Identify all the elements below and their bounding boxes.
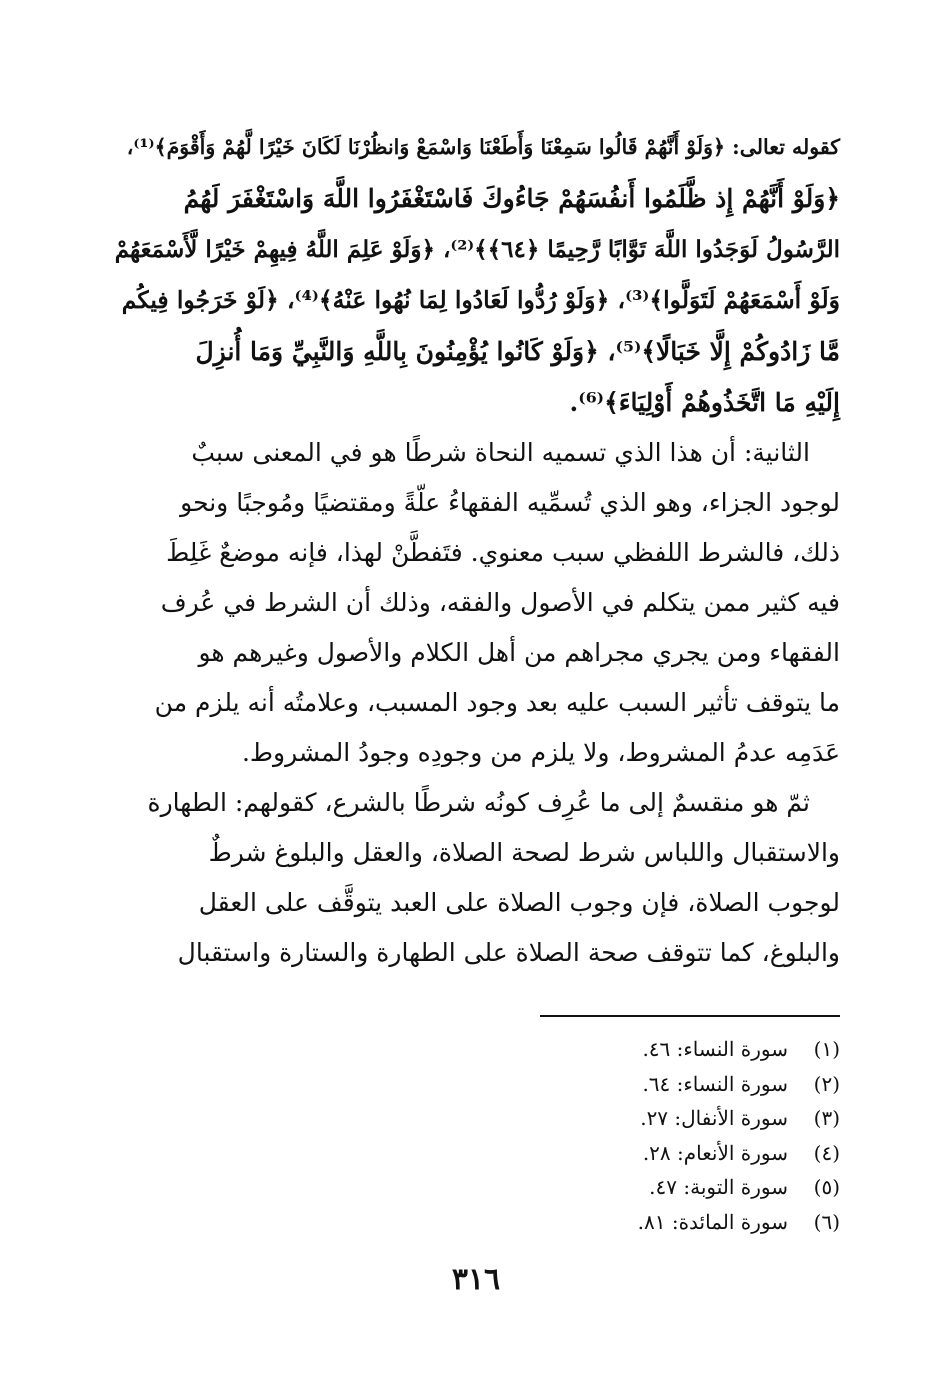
paragraph-conditions-division — [112, 778, 840, 978]
quran-line: الرَّسُولُ لَوَجَدُوا اللَّهَ تَوَّابًا رَّحِيمًا ﴿٦٤﴾﴾⁽²⁾، ﴿وَلَوْ عَلِمَ اللَّهُ فِيهِمْ خَيْرًا لَّأَسْمَعَهُمْ — [114, 236, 840, 263]
footnote-item — [440, 1032, 840, 1067]
footnote-divider — [540, 1015, 840, 1017]
footnote-item — [440, 1101, 840, 1136]
paragraph-line: الثانية: أن هذا الذي تسميه النحاة شرطًا هو في المعنى سببٌ — [191, 438, 810, 467]
footnote-item — [440, 1067, 840, 1102]
footnote-number: (٤) — [813, 1140, 840, 1165]
footnote-number: (١) — [813, 1037, 840, 1061]
quran-line: وَلَوْ أَسْمَعَهُمْ لَتَوَلَّوا﴾⁽³⁾، ﴿وَلَوْ رُدُّوا لَعَادُوا لِمَا نُهُوا عَنْهُ﴾⁽⁴⁾، ﴿لَوْ خَرَجُوا فِيكُم — [121, 286, 840, 314]
footnote-number: (٢) — [813, 1071, 840, 1096]
footnote-text: سورة المائدة: ٨١. — [637, 1209, 788, 1234]
paragraph-line: عَدَمِه عدمُ المشروط، ولا يلزم من وجودِه وجودُ المشروط. — [241, 738, 840, 767]
paragraph-line: الفقهاء ومن يجري مجراهم من أهل الكلام والأصول وغيرهم هو — [198, 638, 840, 667]
footnote-text: سورة التوبة: ٤٧. — [649, 1175, 788, 1199]
footnote-text: سورة النساء: ٤٦. — [642, 1037, 788, 1061]
quran-line: إِلَيْهِ مَا اتَّخَذُوهُمْ أَوْلِيَاءَ﴾⁽⁶⁾. — [569, 388, 840, 417]
footnote-item — [440, 1170, 840, 1205]
paragraph-line: لوجوب الصلاة، فإن وجوب الصلاة على العبد يتوقَّف على العقل — [198, 888, 840, 917]
quran-verses-block — [112, 122, 840, 428]
footnote-item — [440, 1136, 840, 1171]
footnote-item — [440, 1205, 840, 1240]
footnote-number: (٣) — [813, 1106, 840, 1130]
footnote-text: سورة الأنفال: ٢٧. — [640, 1106, 788, 1130]
quran-line: مَّا زَادُوكُمْ إِلَّا خَبَالًا﴾⁽⁵⁾، ﴿وَلَوْ كَانُوا يُؤْمِنُونَ بِاللَّهِ وَالنَّبِيِّ وَمَا أُنزِلَ — [195, 337, 840, 366]
paragraph-line: والبلوغ، كما تتوقف صحة الصلاة على الطهارة والستارة واستقبال — [177, 938, 840, 967]
paragraph-line: فيه كثير ممن يتكلم في الأصول والفقه، وذلك أن الشرط في عُرف — [160, 588, 840, 617]
footnote-number: (٦) — [813, 1209, 840, 1234]
footnote-number: (٥) — [813, 1175, 840, 1199]
page-number: ٣١٦ — [451, 1262, 501, 1297]
paragraph-line: لوجود الجزاء، وهو الذي تُسمِّيه الفقهاءُ علّةً ومقتضيًا ومُوجبًا ونحو — [180, 488, 840, 517]
paragraph-line: ذلك، فالشرط اللفظي سبب معنوي. فتَفطَّنْ لهذا، فإنه موضعٌ غَلِطَ — [166, 538, 840, 567]
footnote-text: سورة النساء: ٦٤. — [642, 1071, 788, 1096]
paragraph-line: ثمّ هو منقسمٌ إلى ما عُرِف كونُه شرطًا بالشرع، كقولهم: الطهارة — [147, 788, 810, 817]
paragraph-line: والاستقبال واللباس شرط لصحة الصلاة، والعقل والبلوغ شرطٌ — [208, 838, 840, 867]
quran-line: كقوله تعالى: ﴿وَلَوْ أَنَّهُمْ قَالُوا سَمِعْنَا وَأَطَعْنَا وَاسْمَعْ وَانظُرْنَا لَكَانَ خَيْرًا لَّهُمْ وَأَقْوَمَ﴾⁽¹⁾، — [126, 135, 840, 159]
footnote-text: سورة الأنعام: ٢٨. — [642, 1140, 788, 1165]
footnotes-list — [440, 1032, 840, 1239]
paragraph-second-point — [112, 428, 840, 778]
paragraph-line: ما يتوقف تأثير السبب عليه بعد وجود المسبب، وعلامتُه أنه يلزم من — [154, 688, 840, 717]
quran-line: ﴿وَلَوْ أَنَّهُمْ إِذ ظَّلَمُوا أَنفُسَهُمْ جَاءُوكَ فَاسْتَغْفَرُوا اللَّهَ وَاسْتَغْفَرَ لَهُمُ — [183, 184, 840, 213]
